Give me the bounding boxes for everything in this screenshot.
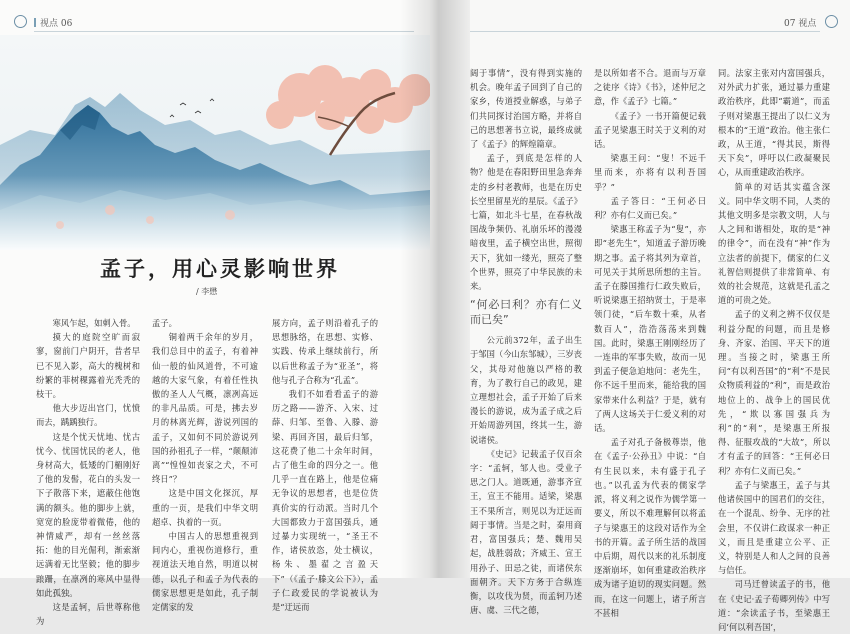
paragraph: 孟子。 bbox=[152, 318, 177, 328]
right-column-2 bbox=[594, 66, 706, 620]
left-column-1 bbox=[36, 316, 140, 628]
paragraph: 同。法家主张对内富国强兵，对外武力扩张，通过暴力重建政治秩序，此即“霸道”，而孟子则对梁惠王提出了以仁义为根本的“王道”政治。他主张仁政，从王道，“得其民，斯得天下矣”，呼吁以仁政凝聚民心，从而重建政治秩序。 bbox=[718, 68, 830, 178]
paragraph: 孟子的义利之辨不仅仅是利益分配的问题，而且是修身、齐家、治国、平天下的道理。当接之时，梁惠王所问“有以利吾国”的“利”不是民众物质利益的“利”，而是政治地位上的、战争上的国民优先，“欺以寡国强兵为利”的“利”，是梁惠王所报得、征服攻战的“大故”，所以才有孟子的回答：“王何必曰利？亦有仁义而已矣。” bbox=[718, 309, 830, 476]
paragraph: 孟子与梁惠王，孟子与其他诸侯国中的国君们的交往，在一个混乱、纷争、无序的社会里，不仅讲仁政谋求一种正义，而且是重建立公平、正义，特别是人和人之间的良善与信任。 bbox=[718, 479, 830, 576]
paragraph: 阔于事情”，没有得到实施的机会。晚年孟子回到了自己的家乡，传道授业解惑，与弟子们共同探讨治国方略，并将自己的思想著书立说，最终成就了《孟子》的辉煌篇章。 bbox=[470, 68, 582, 150]
header-rule bbox=[34, 31, 414, 32]
magazine-logo-icon bbox=[14, 15, 27, 28]
left-page-header bbox=[34, 16, 72, 29]
paragraph: 公元前372年，孟子出生于邹国（今山东邹城），三岁丧父，其母对他施以严格的教育，为了教行自己的政见，建立理想社会，孟子开始了后来漫长的游说，成为孟子成之后开始周游列国，终其一生，游说诸侯。 bbox=[470, 335, 583, 445]
right-header-section: 视点 bbox=[798, 19, 817, 29]
hero-illustration bbox=[0, 35, 430, 250]
paragraph: 梁惠王问：“叟！不远千里而来，亦将有以利吾国乎？” bbox=[594, 153, 706, 192]
paragraph: 司马迁曾读孟子的书，他在《史记·孟子荀卿列传》中写道：“余读孟子书，至梁惠王问‘何以利吾国’， bbox=[718, 579, 830, 632]
magazine-logo-icon bbox=[825, 15, 838, 28]
book-gutter-shadow bbox=[400, 0, 470, 578]
paragraph: 我们不如看看孟子的游历之路——游齐、入宋、过薛、归邹、至鲁、入滕、游梁、再回齐国，最后归邹，这花费了他二十余年时间，占了他生命的四分之一。他几乎一直在路上，他是位痛无争议的思想者，也是位货真价实的行动派。当时几个大国都致力于富国强兵，通过暴力实现统一，“圣王不作，诸侯放恣，处士横议，杨朱、墨翟之言盈天下”（《孟子·滕文公下》），孟子仁政爱民的学说被认为是“迂远而 bbox=[272, 389, 378, 613]
paragraph: 孟子，到底是怎样的人物？他是在春阳野田里急奔奔走的乡村老教师，也是在历史长空里留星光的星辰。《孟子》七篇，如北斗七星，在春秋战国战争频仍、礼崩乐坏的漫漫暗夜里，孟子横空出世，照彻天下，犹如一缕光，照亮了整个世界，照亮了中华民族的未来。 bbox=[470, 153, 583, 292]
paragraph: 《史记》记载孟子仅百余字：“孟轲，邹人也。受业子思之门人。道既通，游事齐宣王，宣王不能用。适梁，梁惠王不果所言，则见以为迂远而阔于事情。当是之时，秦用商君，富国强兵；楚、魏用吴起，战胜弱敌；齐威王、宣王用孙子、田忌之徒，而诸侯东面朝齐。天下方务于合纵连衡，以攻伐为贤，而孟轲乃述唐、虞、三代之德， bbox=[470, 448, 582, 616]
paragraph: 简单的对话其实蕴含深义。同中华文明不同，人类的其他文明多是宗教文明，人与人之间和谐相处，取的是“神的律令”，而在没有“神”作为立法者的前提下，儒家的仁义礼智信则提供了非常简单、有效的社会规范，这就是孔孟之道的可贵之处。 bbox=[718, 181, 830, 306]
paragraph: 中国古人的思想重视到间内心，重视伤道修行，重视道法天地自然，明道以树德，以孔子和孟子为代表的儒家思想更是如此，孔子制定儒家的发 bbox=[152, 531, 258, 613]
left-header-page-number: 06 bbox=[60, 19, 73, 29]
paragraph: 这是孟轲，后世尊称他为 bbox=[36, 602, 140, 627]
paragraph: 这是个忧天忧地、忧古忧今、忧国忧民的老人，他身材高大，低矮的门楣刚好了他的发髻，花白的头发一下子散落下来，遮蔽住他饱满的额头。他的脚步上就，宽宽的脸庞带着微倦，他的神情威严，却有一丝丝落拓：他的目光倔利，渐索渐远满着无比坚毅；他的脚步踉跚，在凛冽的寒风中显得如此孤独。 bbox=[36, 431, 140, 598]
paragraph: 孟子答曰：“王何必曰利？亦有仁义而已矣。” bbox=[594, 195, 706, 221]
paragraph: 铜着两千余年的岁月，我们总目中的孟子，有着神仙一般的仙风道骨，不可逾越的大家气象，有着任性执傲的圣人人气概，凛冽高远的非凡品质。可是，拂去岁月的林离光辉，游说列国的孟子，又如何不同於游说列国的孙祖孔子一样，“颠颠沛离”“惶惶如丧家之犬，不可终日”？ bbox=[152, 332, 258, 485]
left-header-section: 视点 bbox=[40, 19, 59, 29]
paragraph: 是以所如者不合。退而与万章之徒序《诗》《书》，述仲尼之意，作《孟子》七篇。” bbox=[594, 68, 706, 107]
landscape-painting bbox=[0, 35, 430, 250]
flying-birds bbox=[170, 99, 214, 117]
paragraph: 孟子对孔子备极尊崇，他在《孟子·公孙丑》中说：“自有生民以来，未有盛于孔子也。”以孔孟为代表的儒家学派，将义利之说作为儒学第一要义，所以不难理解何以将孟子与梁惠王的这段对话作为全书的开篇。孟子所生活的战国中后期，周代以来的礼乐制度逐渐崩坏，如何重建政治秩序成为诸子迫切的现实问题。然而，在这一问题上，诸子所言不甚相 bbox=[594, 437, 706, 618]
right-header-page-number: 07 bbox=[784, 19, 796, 29]
paragraph: 展方向，孟子则沿着孔子的思想脉络，在思想、实修、实践、传承上继续前行，所以后世称孟子为“亚圣”，将他与孔子合称为“孔孟”。 bbox=[272, 318, 378, 385]
paragraph: 《孟子》一书开篇便记载孟子见梁惠王时关于义利的对话。 bbox=[594, 110, 706, 150]
paragraph: 梁惠王称孟子为“叟”，亦即“老先生”，知道孟子游历晚期之事。孟子将其列为章首，可见关于其所思所想的主旨。孟子在滕国推行仁政失败后，听说梁惠王招纳贤士，于是率领门徒，“后车数十乘，从者数百人”，浩浩荡荡来到魏国。此时，梁惠王刚刚经历了一连串的军事失败，故而一见到孟子便急迫地问：老先生，你不远千里而来，能给我的国家带来什么利益？于是，就有了两人这场关于仁爱义利的对话。 bbox=[594, 224, 706, 434]
paragraph: 这是中国文化探沉，厚重的一页，是我们中华文明超卓、执着的一页。 bbox=[152, 488, 258, 527]
right-column-3 bbox=[718, 66, 830, 634]
header-bar-icon bbox=[34, 18, 36, 27]
right-column-1 bbox=[470, 66, 582, 617]
article-author: / 李懋 bbox=[196, 287, 218, 296]
right-page-header bbox=[784, 16, 816, 29]
paragraph: 摸大的庭院空旷而寂寥，窗前门户阴开，昔者早已不见入影，高大的槐树和纷繁的菲树稞露着光秃秃的枝干。 bbox=[36, 332, 140, 400]
paragraph: 寒风乍起，如刺入骨。 bbox=[52, 318, 136, 328]
article-title: 孟子，用心灵影响世界 bbox=[100, 257, 340, 281]
paragraph: 他大步迈出宫门，忧愤而去，踽踽独行。 bbox=[36, 403, 140, 428]
left-column-3 bbox=[272, 316, 378, 614]
pull-quote: “何必曰利？亦有仁义而已矣” bbox=[470, 298, 582, 327]
left-column-2 bbox=[152, 316, 258, 614]
header-rule bbox=[470, 31, 820, 32]
right-page bbox=[430, 0, 850, 632]
